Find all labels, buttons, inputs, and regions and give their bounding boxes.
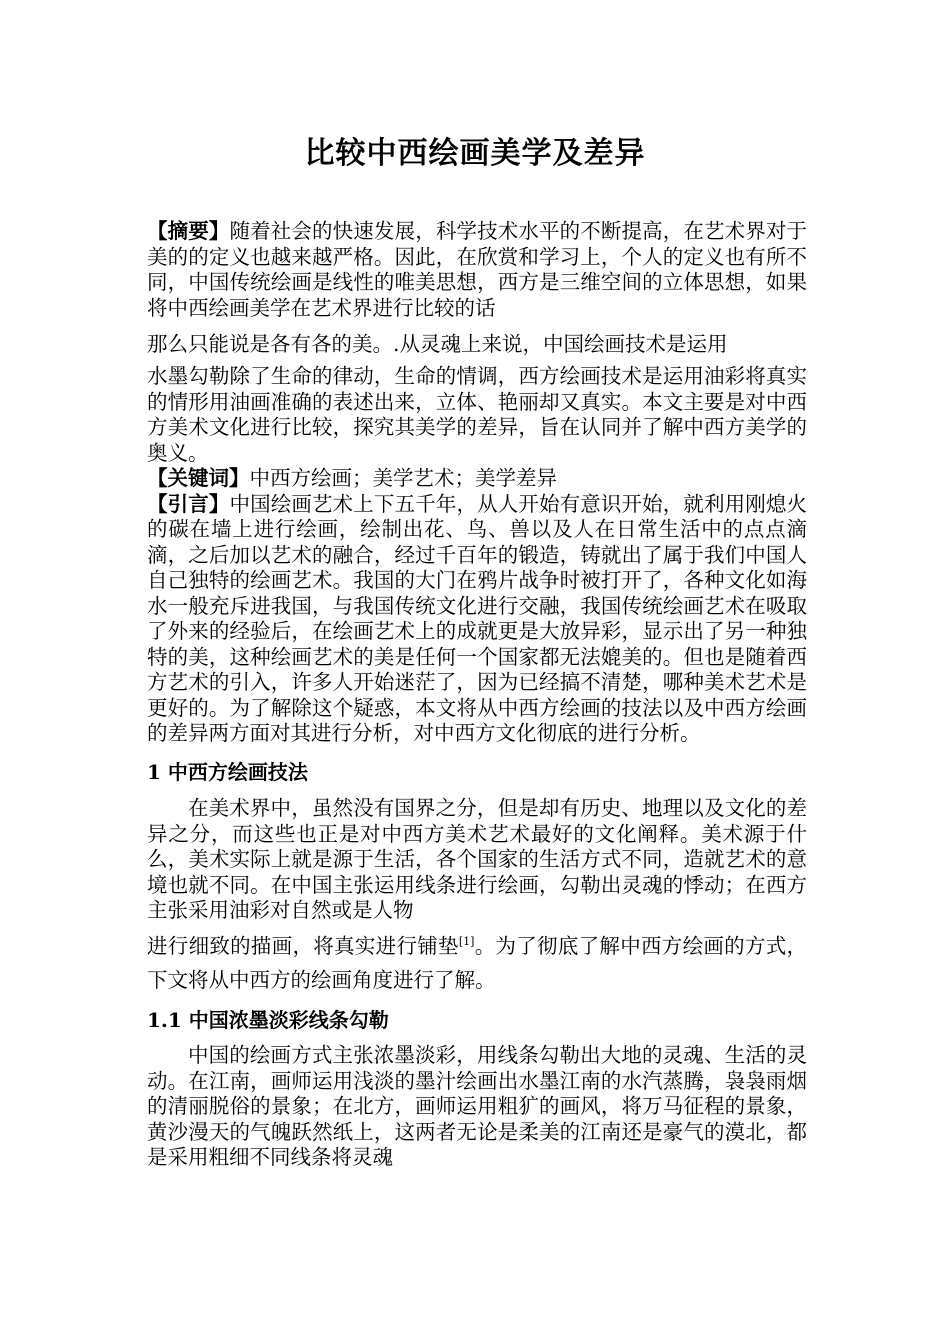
paper-title: 比较中西绘画美学及差异 bbox=[304, 136, 646, 171]
abstract-text-c: 水墨勾勒除了生命的律动，生命的情调，西方绘画技术是运用油彩将真实的情形用油画准确的表述出来，立体、艳丽却又真实。本文主要是对中西方美术文化进行比较，探究其美学的差异，旨在认同并了解中西方美学的奥义。 bbox=[147, 364, 807, 465]
abstract-line-b: 那么只能说是各有各的美。.从灵魂上来说，中国绘画技术是运用 bbox=[147, 332, 728, 356]
section-1-paragraph-a: 在美术界中，虽然没有国界之分，但是却有历史、地理以及文化的差异之分，而这些也正是对中西方美术艺术最好的文化阐释。美术源于什么，美术实际上就是源于生活，各个国家的生活方式不同，造就艺术的意境也就不同。在中国主张运用线条进行绘画，勾勒出灵魂的悸动；在西方主张采用油彩对自然或是人物 bbox=[147, 796, 807, 922]
section-1-paragraph-b bbox=[147, 929, 807, 997]
paper-body bbox=[147, 219, 807, 1171]
keywords-paragraph bbox=[147, 466, 807, 492]
section-1-1-heading: 1.1 中国浓墨淡彩线条勾勒 bbox=[147, 1007, 389, 1032]
section-1-text-c: 。为了彻底了解中西方绘画的方式，下文将从中西方的绘画角度进行了解。 bbox=[147, 933, 808, 992]
section-1-heading: 1 中西方绘画技法 bbox=[147, 759, 308, 784]
abstract-label: 【摘要】 bbox=[147, 219, 230, 243]
intro-label: 【引言】 bbox=[147, 491, 230, 516]
citation-1: [1] bbox=[458, 934, 475, 948]
intro-paragraph bbox=[147, 492, 807, 747]
keywords-text: 中西方绘画；美学艺术；美学差异 bbox=[249, 466, 557, 490]
section-1-1-paragraph: 中国的绘画方式主张浓墨淡彩，用线条勾勒出大地的灵魂、生活的灵动。在江南，画师运用浅淡的墨汁绘画出水墨江南的水汽蒸腾，袅袅雨烟的清丽脱俗的景象；在北方，画师运用粗犷的画风，将万马征程的景象，黄沙漫天的气魄跃然纸上，这两者无论是柔美的江南还是豪气的漠北，都是采用粗细不同线条将灵魂 bbox=[147, 1043, 807, 1169]
abstract-paragraph bbox=[147, 219, 807, 321]
intro-text: 中国绘画艺术上下五千年，从人开始有意识开始，就利用刚熄火的碳在墙上进行绘画，绘制出花、鸟、兽以及人在日常生活中的点点滴滴，之后加以艺术的融合，经过千百年的锻造，铸就出了属于我们中国人自己独特的绘画艺术。我国的大门在鸦片战争时被打开了，各种文化如海水一般充斥进我国，与我国传统文化进行交融，我国传统绘画艺术在吸取了外来的经验后，在绘画艺术上的成就更是大放异彩，显示出了另一种独特的美，这种绘画艺术的美是任何一个国家都无法媲美的。但也是随着西方艺术的引入，许多人开始迷茫了，因为已经搞不清楚，哪种美术艺术是更好的。为了解除这个疑惑，本文将从中西方绘画的技法以及中西方绘画的差异两方面对其进行分析，对中西方文化彻底的进行分析。 bbox=[147, 491, 808, 745]
abstract-text-a: 随着社会的快速发展，科学技术水平的不断提高，在艺术界对于美的的定义也越来越严格。因此，在欣赏和学习上，个人的定义也有所不同，中国传统绘画是线性的唯美思想，西方是三维空间的立体思想，如果将中西绘画美学在艺术界进行比较的话 bbox=[147, 219, 808, 320]
keywords-label: 【关键词】 bbox=[147, 466, 250, 490]
section-1-text-b: 进行细致的描画，将真实进行铺垫 bbox=[147, 933, 459, 958]
